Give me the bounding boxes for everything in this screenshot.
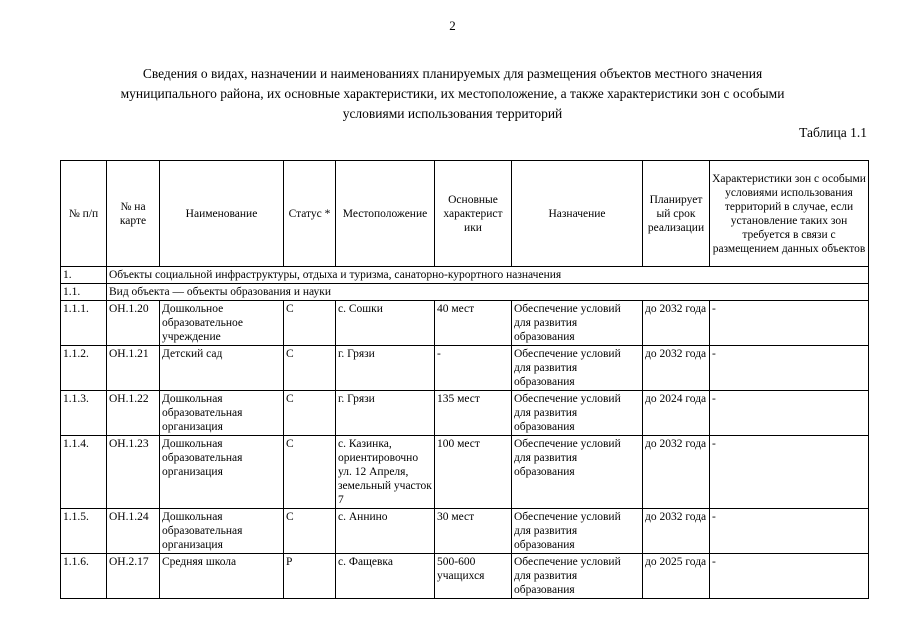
cell-term: до 2032 года — [643, 436, 710, 509]
cell-location: г. Грязи — [336, 391, 435, 436]
cell-purpose: Обеспечение условий для развития образования — [512, 554, 643, 599]
cell-characteristics: 40 мест — [435, 301, 512, 346]
cell-term: до 2025 года — [643, 554, 710, 599]
section-row — [61, 284, 869, 301]
cell-status: С — [284, 391, 336, 436]
cell-term: до 2032 года — [643, 301, 710, 346]
cell-location: с. Сошки — [336, 301, 435, 346]
header-name: Наименование — [160, 161, 284, 267]
title-line: муниципального района, их основные характеристики, их местоположение, а также характеристики зон с особыми — [120, 86, 785, 101]
page-number: 2 — [449, 18, 456, 33]
cell-num: 1.1.1. — [61, 301, 107, 346]
cell-characteristics: 100 мест — [435, 436, 512, 509]
table-row — [61, 436, 869, 509]
cell-purpose: Обеспечение условий для развития образования — [512, 509, 643, 554]
table-row — [61, 346, 869, 391]
objects-table — [60, 160, 869, 599]
table-row — [61, 301, 869, 346]
cell-map: ОН.2.17 — [107, 554, 160, 599]
document-title — [60, 64, 845, 124]
cell-purpose: Обеспечение условий для развития образования — [512, 346, 643, 391]
title-line: Сведения о видах, назначении и наименованиях планируемых для размещения объектов местного значения — [142, 66, 763, 81]
header-characteristics: Основные характерист ики — [435, 161, 512, 267]
cell-term: до 2032 года — [643, 509, 710, 554]
cell-status: Р — [284, 554, 336, 599]
cell-name: Средняя школа — [160, 554, 284, 599]
cell-map: ОН.1.22 — [107, 391, 160, 436]
section-num: 1.1. — [61, 284, 107, 301]
cell-zones: - — [710, 346, 869, 391]
cell-location: с. Казинка, ориентировочно ул. 12 Апреля, земельный участок 7 — [336, 436, 435, 509]
table-row — [61, 509, 869, 554]
table-row — [61, 554, 869, 599]
cell-map: ОН.1.23 — [107, 436, 160, 509]
cell-num: 1.1.5. — [61, 509, 107, 554]
cell-characteristics: 500-600 учащихся — [435, 554, 512, 599]
cell-status: С — [284, 509, 336, 554]
cell-name: Дошкольная образовательная организация — [160, 391, 284, 436]
header-location: Местоположение — [336, 161, 435, 267]
table-header-row — [61, 161, 869, 267]
cell-name: Детский сад — [160, 346, 284, 391]
section-num: 1. — [61, 267, 107, 284]
cell-characteristics: - — [435, 346, 512, 391]
header-num: № п/п — [61, 161, 107, 267]
header-term: Планирует ый срок реализации — [643, 161, 710, 267]
cell-num: 1.1.6. — [61, 554, 107, 599]
cell-name: Дошкольная образовательная организация — [160, 509, 284, 554]
cell-location: с. Аннино — [336, 509, 435, 554]
cell-map: ОН.1.21 — [107, 346, 160, 391]
cell-name: Дошкольная образовательная организация — [160, 436, 284, 509]
header-zones: Характеристики зон с особыми условиями использования территорий в случае, если установление таких зон требуется в связи с размещением данных объектов — [710, 161, 869, 267]
cell-name: Дошкольное образовательное учреждение — [160, 301, 284, 346]
cell-status: С — [284, 436, 336, 509]
cell-status: С — [284, 346, 336, 391]
section-row — [61, 267, 869, 284]
cell-purpose: Обеспечение условий для развития образования — [512, 436, 643, 509]
section-title: Объекты социальной инфраструктуры, отдыха и туризма, санаторно-курортного назначения — [107, 267, 869, 284]
cell-characteristics: 30 мест — [435, 509, 512, 554]
cell-term: до 2032 года — [643, 346, 710, 391]
cell-zones: - — [710, 391, 869, 436]
cell-status: С — [284, 301, 336, 346]
table-label: Таблица 1.1 — [799, 125, 867, 140]
cell-zones: - — [710, 436, 869, 509]
header-purpose: Назначение — [512, 161, 643, 267]
cell-map: ОН.1.24 — [107, 509, 160, 554]
cell-characteristics: 135 мест — [435, 391, 512, 436]
cell-zones: - — [710, 554, 869, 599]
cell-num: 1.1.4. — [61, 436, 107, 509]
cell-num: 1.1.2. — [61, 346, 107, 391]
cell-term: до 2024 года — [643, 391, 710, 436]
section-title: Вид объекта — объекты образования и науки — [107, 284, 869, 301]
title-line: условиями использования территорий — [342, 106, 563, 121]
header-status: Статус * — [284, 161, 336, 267]
cell-purpose: Обеспечение условий для развития образования — [512, 391, 643, 436]
cell-purpose: Обеспечение условий для развития образования — [512, 301, 643, 346]
table-row — [61, 391, 869, 436]
cell-num: 1.1.3. — [61, 391, 107, 436]
cell-location: с. Фащевка — [336, 554, 435, 599]
cell-map: ОН.1.20 — [107, 301, 160, 346]
cell-zones: - — [710, 301, 869, 346]
cell-zones: - — [710, 509, 869, 554]
header-map: № на карте — [107, 161, 160, 267]
cell-location: г. Грязи — [336, 346, 435, 391]
